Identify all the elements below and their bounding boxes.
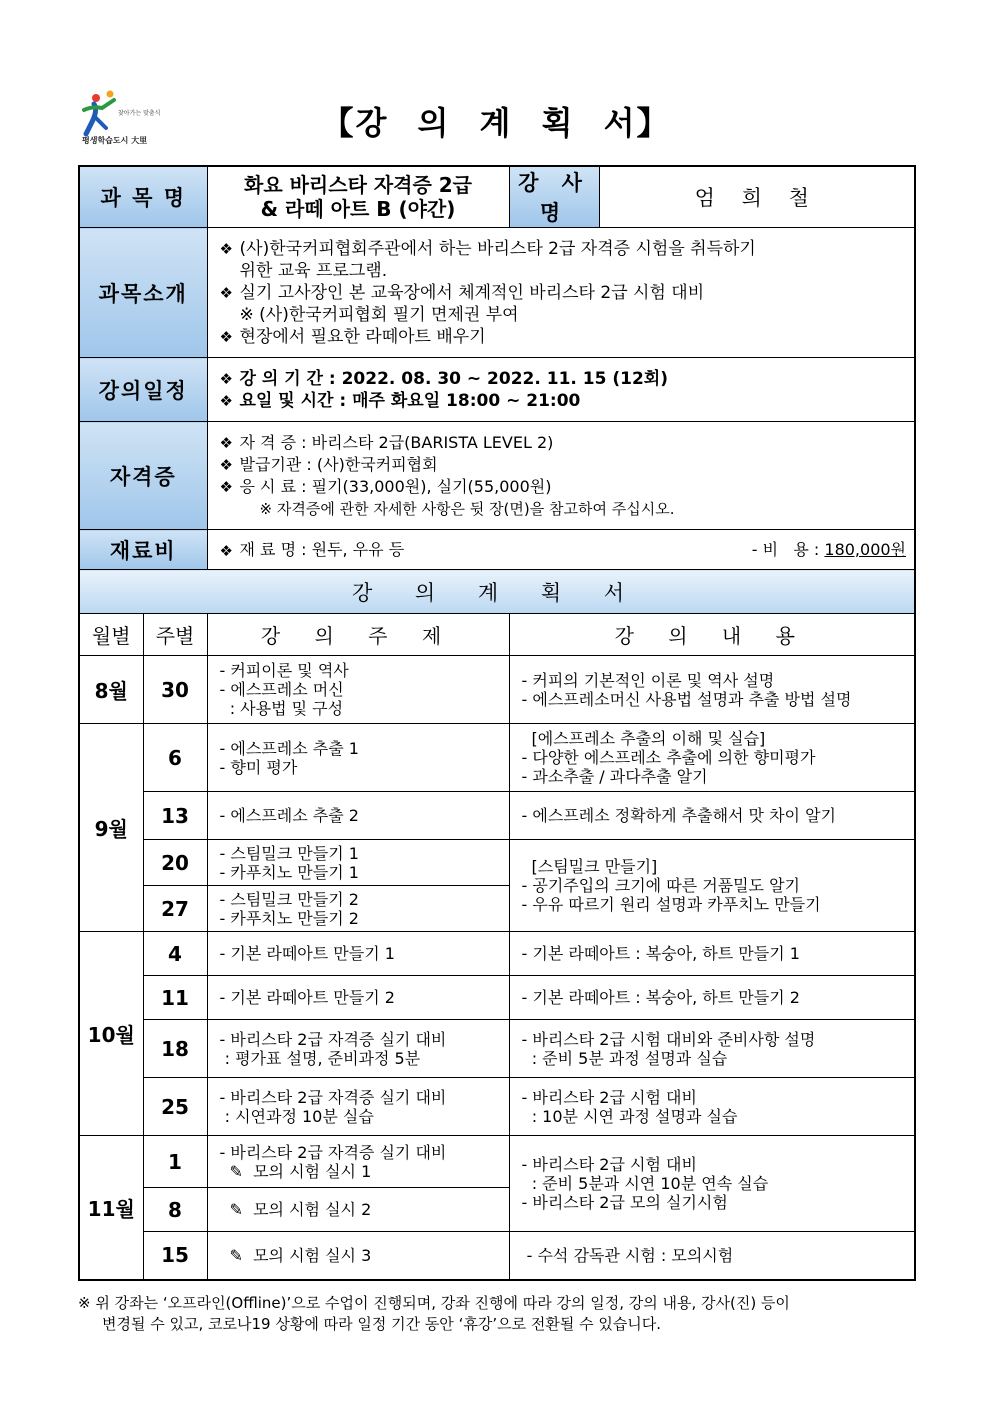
- topic-cell: - 에스프레소 추출 1 - 향미 평가: [207, 724, 509, 792]
- instructor-name: 엄 희 철: [599, 166, 915, 228]
- schedule-period: ❖ 강 의 기 간 : 2022. 08. 30 ~ 2022. 11. 15 (12회): [220, 368, 907, 390]
- cert-issuer: ❖ 발급기관 : (사)한국커피협회: [220, 454, 907, 476]
- schedule-time: ❖ 요일 및 시간 : 매주 화요일 18:00 ~ 21:00: [220, 390, 907, 412]
- plan-heading-row: [79, 570, 915, 614]
- logo-tagline: 찾아가는 맞춤식: [118, 110, 161, 117]
- week-cell: 4: [143, 932, 207, 976]
- content-cell: - 기본 라떼아트 : 복숭아, 하트 만들기 2: [509, 976, 915, 1020]
- footer-note: [78, 1293, 918, 1335]
- materials-cost: - 비 용 : 180,000원: [751, 539, 907, 559]
- topic-cell: ✎ 모의 시험 실시 2: [207, 1188, 509, 1232]
- col-month: 월별: [79, 614, 143, 656]
- materials-items: ❖ 재 료 명 : 원두, 우유 등: [220, 540, 405, 559]
- week-cell: 15: [143, 1232, 207, 1280]
- week-cell: 13: [143, 792, 207, 840]
- table-row: [79, 1232, 915, 1280]
- table-row: [79, 932, 915, 976]
- week-cell: 30: [143, 656, 207, 724]
- intro-note: ※ (사)한국커피협회 필기 면제권 부여: [239, 304, 519, 325]
- table-row: [79, 792, 915, 840]
- schedule-content: [207, 358, 915, 422]
- content-cell: [스팀밀크 만들기] - 공기주입의 크기에 따른 거품밀도 알기 - 우유 따르기 원리 설명과 카푸치노 만들기: [509, 840, 915, 932]
- week-cell: 8: [143, 1188, 207, 1232]
- materials-content: [207, 530, 915, 570]
- col-topic: 강 의 주 제: [207, 614, 509, 656]
- intro-content: [207, 228, 915, 358]
- content-cell: - 바리스타 2급 시험 대비 : 준비 5분과 시연 10분 연속 실습 - 바리스타 2급 모의 실기시험: [509, 1136, 915, 1232]
- topic-cell: - 바리스타 2급 자격증 실기 대비 ✎ 모의 시험 실시 1: [207, 1136, 509, 1188]
- table-row: [79, 656, 915, 724]
- footer-line-2: 변경될 수 있고, 코로나19 상황에 따라 일정 기간 동안 ‘휴강’으로 전환될 수 있습니다.: [102, 1315, 662, 1333]
- materials-row: [79, 530, 915, 570]
- week-cell: 6: [143, 724, 207, 792]
- table-row: [79, 1020, 915, 1078]
- intro-item: ❖ 현장에서 필요한 라떼아트 배우기: [220, 326, 907, 348]
- topic-cell: - 기본 라떼아트 만들기 2: [207, 976, 509, 1020]
- content-cell: - 기본 라떼아트 : 복숭아, 하트 만들기 1: [509, 932, 915, 976]
- content-cell: - 수석 감독관 시험 : 모의시험: [509, 1232, 915, 1280]
- content-cell: - 에스프레소 정확하게 추출해서 맛 차이 알기: [509, 792, 915, 840]
- schedule-label: 강의일정: [79, 358, 207, 422]
- topic-cell: - 기본 라떼아트 만들기 1: [207, 932, 509, 976]
- cert-fee: ❖ 응 시 료 : 필기(33,000원), 실기(55,000원): [220, 476, 907, 498]
- table-row: [79, 976, 915, 1020]
- topic-cell: - 바리스타 2급 자격증 실기 대비 : 평가표 설명, 준비과정 5분: [207, 1020, 509, 1078]
- intro-row: [79, 228, 915, 358]
- month-cell: 11월: [79, 1136, 143, 1280]
- table-row: [79, 1136, 915, 1188]
- intro-item: ❖ (사)한국커피협회주관에서 하는 바리스타 2급 자격증 시험을 취득하기: [220, 238, 907, 260]
- cert-label: 자격증: [79, 422, 207, 530]
- materials-label: 재료비: [79, 530, 207, 570]
- week-cell: 1: [143, 1136, 207, 1188]
- cert-row: [79, 422, 915, 530]
- plan-heading: 강 의 계 획 서: [79, 570, 915, 614]
- topic-cell: - 스팀밀크 만들기 1 - 카푸치노 만들기 1: [207, 840, 509, 886]
- month-cell: 10월: [79, 932, 143, 1136]
- topic-cell: - 스팀밀크 만들기 2 - 카푸치노 만들기 2: [207, 886, 509, 932]
- week-cell: 27: [143, 886, 207, 932]
- schedule-row: [79, 358, 915, 422]
- month-cell: 8월: [79, 656, 143, 724]
- topic-cell: ✎ 모의 시험 실시 3: [207, 1232, 509, 1280]
- topic-cell: - 커피이론 및 역사 - 에스프레소 머신 : 사용법 및 구성: [207, 656, 509, 724]
- cert-note: ※ 자격증에 관한 자세한 사항은 뒷 장(면)을 참고하여 주십시오.: [259, 499, 675, 518]
- intro-item-cont: 위한 교육 프로그램.: [239, 260, 388, 281]
- course-label: 과 목 명: [79, 166, 207, 228]
- intro-item: ❖ 실기 고사장인 본 교육장에서 체계적인 바리스타 2급 시험 대비: [220, 282, 907, 304]
- plan-column-headers: [79, 614, 915, 656]
- content-cell: [에스프레소 추출의 이해 및 실습] - 다양한 에스프레소 추출에 의한 향미평가 - 과소추출 / 과다추출 알기: [509, 724, 915, 792]
- cert-content: [207, 422, 915, 530]
- week-cell: 25: [143, 1078, 207, 1136]
- week-cell: 20: [143, 840, 207, 886]
- week-cell: 11: [143, 976, 207, 1020]
- logo-city: 평생학습도시 大里: [82, 136, 148, 145]
- month-cell: 9월: [79, 724, 143, 932]
- col-week: 주별: [143, 614, 207, 656]
- table-row: [79, 1078, 915, 1136]
- lecture-plan-table: [78, 165, 916, 1281]
- intro-label: 과목소개: [79, 228, 207, 358]
- content-cell: - 커피의 기본적인 이론 및 역사 설명 - 에스프레소머신 사용법 설명과 추출 방법 설명: [509, 656, 915, 724]
- topic-cell: - 바리스타 2급 자격증 실기 대비 : 시연과정 10분 실습: [207, 1078, 509, 1136]
- cert-name: ❖ 자 격 증 : 바리스타 2급(BARISTA LEVEL 2): [220, 432, 907, 454]
- table-row: [79, 724, 915, 792]
- footer-line-1: ※ 위 강좌는 ‘오프라인(Offline)’으로 수업이 진행되며, 강좌 진행에 따라 강의 일정, 강의 내용, 강사(진) 등이: [78, 1294, 790, 1312]
- instructor-label: 강 사 명: [509, 166, 599, 228]
- col-content: 강 의 내 용: [509, 614, 915, 656]
- course-name: 화요 바리스타 자격증 2급 & 라떼 아트 B (야간): [207, 166, 509, 228]
- content-cell: - 바리스타 2급 시험 대비와 준비사항 설명 : 준비 5분 과정 설명과 실습: [509, 1020, 915, 1078]
- content-cell: - 바리스타 2급 시험 대비 : 10분 시연 과정 설명과 실습: [509, 1078, 915, 1136]
- week-cell: 18: [143, 1020, 207, 1078]
- course-row: [79, 166, 915, 228]
- page-title: 【강 의 계 획 서】: [321, 104, 671, 142]
- topic-cell: - 에스프레소 추출 2: [207, 792, 509, 840]
- table-row: [79, 840, 915, 886]
